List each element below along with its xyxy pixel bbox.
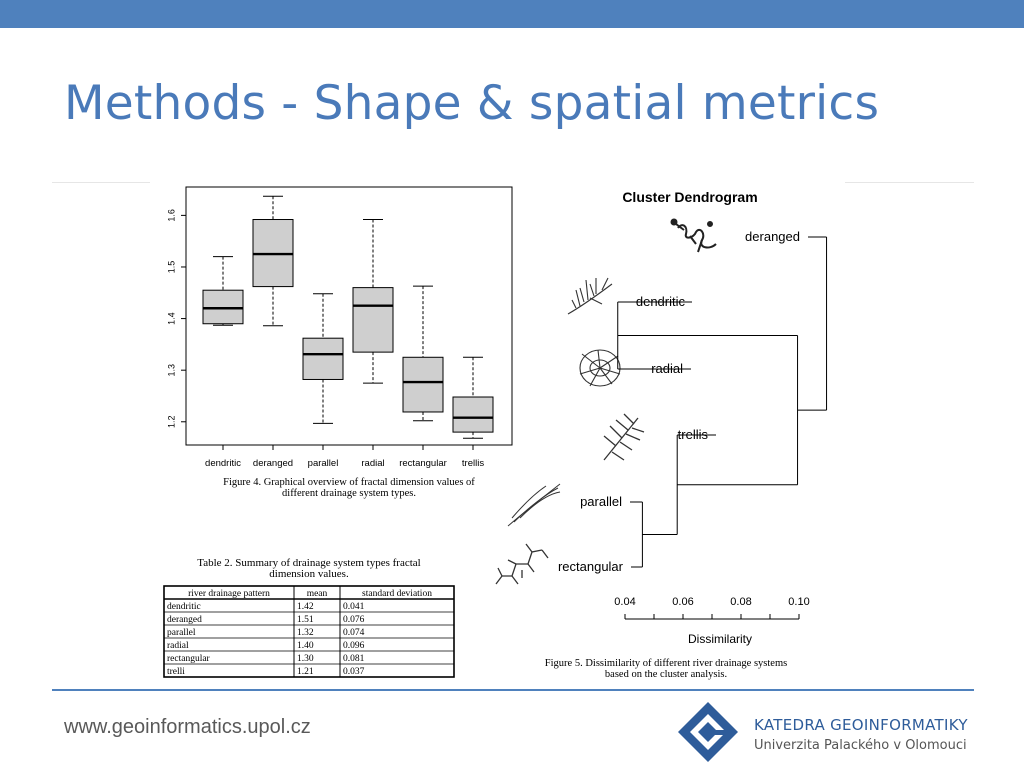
leaf-label-trellis: trellis xyxy=(677,427,708,442)
x-tick-label: deranged xyxy=(252,458,294,469)
department-logo-icon xyxy=(676,700,740,764)
box-trellis xyxy=(453,397,493,432)
y-tick-label: 1.5 xyxy=(166,260,177,274)
table-cell: 0.041 xyxy=(343,602,365,612)
table-cell: 1.30 xyxy=(297,654,314,664)
y-tick-label: 1.4 xyxy=(166,312,177,325)
x-tick-label: dendritic xyxy=(205,458,241,469)
logo-university-name: Univerzita Palackého v Olomouci xyxy=(754,738,967,753)
table-header-cell: mean xyxy=(306,589,328,599)
x-axis-tick-label: 0.10 xyxy=(788,596,810,608)
rectangular-pattern-icon xyxy=(496,544,548,584)
table-header-cell: standard deviation xyxy=(362,589,432,599)
table-cell: 0.076 xyxy=(343,615,365,625)
footer-url-link[interactable]: www.geoinformatics.upol.cz xyxy=(64,716,311,738)
table2 xyxy=(164,557,454,677)
table-header-cell: river drainage pattern xyxy=(188,589,270,599)
y-tick-label: 1.3 xyxy=(166,363,177,377)
dendrogram-xlabel: Dissimilarity xyxy=(688,632,752,646)
x-tick-label: parallel xyxy=(307,458,339,469)
x-tick-label: trellis xyxy=(461,458,485,469)
leaf-label-rectangular: rectangular xyxy=(557,559,623,574)
leaf-label-dendritic: dendritic xyxy=(635,294,685,309)
box-radial xyxy=(353,288,393,353)
figure-panel xyxy=(150,178,845,690)
parallel-pattern-icon xyxy=(508,484,560,526)
table-cell: 1.51 xyxy=(297,615,314,625)
top-accent-bar xyxy=(0,0,1024,28)
x-axis-tick-label: 0.06 xyxy=(672,596,694,608)
table-cell: 1.40 xyxy=(297,641,314,651)
trellis-pattern-icon xyxy=(604,414,644,460)
boxplot-chart xyxy=(166,187,512,499)
figure4-caption-line1: Figure 4. Graphical overview of fractal dimension values of xyxy=(223,477,475,488)
table-cell: parallel xyxy=(167,628,196,638)
figure-svg xyxy=(150,178,845,690)
x-axis-tick-label: 0.04 xyxy=(614,596,636,608)
table-cell: dendritic xyxy=(167,602,201,612)
deranged-pattern-icon xyxy=(672,220,717,253)
table-cell: 0.074 xyxy=(343,628,365,638)
leaf-label-deranged: deranged xyxy=(745,229,800,244)
leaf-label-parallel: parallel xyxy=(580,494,622,509)
table-cell: 1.42 xyxy=(297,602,314,612)
table-cell: trelli xyxy=(167,667,185,677)
box-parallel xyxy=(303,338,343,379)
box-dendritic xyxy=(203,290,243,324)
figure5-caption-line1: Figure 5. Dissimilarity of different river drainage systems xyxy=(544,658,788,669)
table-cell: 0.096 xyxy=(343,641,365,651)
table-cell: 0.037 xyxy=(343,667,365,677)
box-rectangular xyxy=(403,357,443,412)
x-axis-tick-label: 0.08 xyxy=(730,596,752,608)
radial-pattern-icon xyxy=(580,350,620,386)
logo-department-name: KATEDRA GEOINFORMATIKY xyxy=(754,716,968,734)
footer-divider xyxy=(52,689,974,691)
x-tick-label: rectangular xyxy=(399,458,447,469)
table2-caption-line1: Table 2. Summary of drainage system types fractal xyxy=(197,557,421,569)
dendritic-pattern-icon xyxy=(568,278,612,314)
table-cell: 1.21 xyxy=(297,667,314,677)
leaf-label-radial: radial xyxy=(651,361,683,376)
table-cell: deranged xyxy=(167,615,202,625)
y-tick-label: 1.2 xyxy=(166,415,177,429)
table-cell: rectangular xyxy=(167,654,210,664)
table-cell: radial xyxy=(167,641,189,651)
dendrogram-chart xyxy=(496,189,827,680)
y-tick-label: 1.6 xyxy=(166,209,177,222)
figure4-caption-line2: different drainage system types. xyxy=(282,488,416,499)
table2-caption-line2: dimension values. xyxy=(269,568,349,580)
table-cell: 1.32 xyxy=(297,628,314,638)
dendrogram-title: Cluster Dendrogram xyxy=(622,189,758,205)
table-cell: 0.081 xyxy=(343,654,365,664)
figure5-caption-line2: based on the cluster analysis. xyxy=(604,669,728,680)
x-tick-label: radial xyxy=(361,458,385,469)
slide-title: Methods - Shape & spatial metrics xyxy=(64,76,880,131)
